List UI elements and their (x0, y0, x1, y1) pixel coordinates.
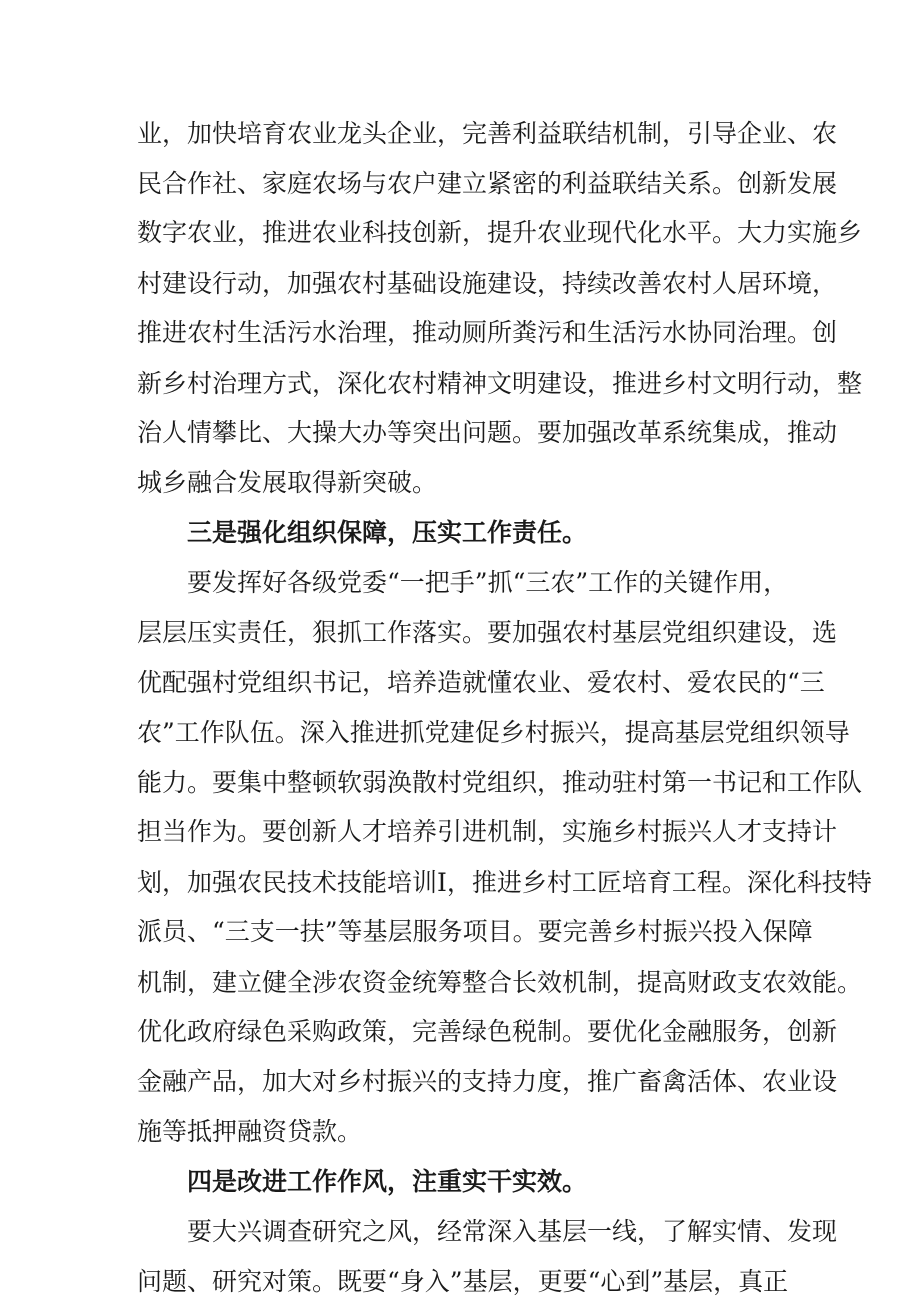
text-line (0, 1015, 920, 1049)
text-line-content: 划，加强农民技术技能培训I，推进乡村工匠培育工程。深化科技特 (137, 867, 872, 897)
text-line-content: 民合作社、家庭农场与农户建立紧密的利益联结关系。创新发展 (137, 168, 838, 198)
text-line (0, 1115, 920, 1149)
text-line-content: 问题、研究对策。既要“身入”基层，更要“心到”基层，真正 (137, 1267, 789, 1296)
text-line-content: 要大兴调查研究之风，经常深入基层一线，了解实情、发现 (187, 1216, 838, 1246)
text-line (0, 1215, 920, 1249)
text-line-content: 担当作为。要创新人才培养引进机制，实施乡村振兴人才支持计 (137, 817, 838, 847)
text-line-content: 机制，建立健全涉农资金统筹整合长效机制，提高财政支农效能。 (137, 967, 863, 997)
text-line-content: 金融产品，加大对乡村振兴的支持力度，推广畜禽活体、农业设 (137, 1066, 838, 1096)
text-line-content: 数字农业，推进农业科技创新，提升农业现代化水平。大力实施乡 (137, 218, 863, 248)
text-line-content: 村建设行动，加强农村基础设施建设，持续改善农村人居环境， (137, 268, 838, 298)
text-line-content: 业，加快培育农业龙头企业，完善利益联结机制，引导企业、农 (137, 119, 838, 148)
text-line (0, 666, 920, 700)
section-heading-text: 四是改进工作作风，注重实干实效。 (187, 1167, 588, 1196)
text-line (0, 1065, 920, 1099)
text-line-content: 城乡融合发展取得新突破。 (137, 467, 438, 497)
section-heading-text: 三是强化组织保障，压实工作责任。 (187, 518, 588, 548)
text-line (0, 117, 920, 151)
section-heading (0, 516, 920, 550)
text-line-content: 能力。要集中整顿软弱涣散村党组织，推动驻村第一书记和工作队 (137, 767, 863, 797)
text-line-content: 农”工作队伍。深入推进抓党建促乡村振兴，提高基层党组织领导 (137, 718, 850, 748)
text-line (0, 367, 920, 401)
text-line-content: 治人情攀比、大操大办等突出问题。要加强改革系统集成，推动 (137, 418, 838, 448)
text-line (0, 416, 920, 450)
text-line (0, 316, 920, 350)
text-line (0, 267, 920, 301)
text-line (0, 167, 920, 201)
text-line-content: 层层压实责任，狠抓工作落实。要加强农村基层党组织建设，选 (137, 618, 838, 648)
text-line-content: 要发挥好各级党委“一把手”抓“三农”工作的关键作用， (187, 567, 789, 597)
text-line (0, 216, 920, 250)
text-line-content: 派员、“三支一扶”等基层服务项目。要完善乡村振兴投入保障 (137, 917, 813, 947)
text-line (0, 1265, 920, 1299)
text-line (0, 966, 920, 1000)
text-line (0, 915, 920, 949)
text-line-content: 优化政府绿色采购政策，完善绿色税制。要优化金融服务，创新 (137, 1017, 838, 1047)
section-heading (0, 1165, 920, 1199)
text-line (0, 815, 920, 849)
text-line (0, 566, 920, 600)
text-line (0, 716, 920, 750)
text-line-content: 新乡村治理方式，深化农村精神文明建设，推进乡村文明行动，整 (137, 368, 863, 398)
text-line (0, 616, 920, 650)
text-line (0, 866, 920, 900)
text-line-content: 推进农村生活污水治理，推动厕所粪污和生活污水协同治理。创 (137, 318, 838, 348)
text-line-content: 施等抵押融资贷款。 (137, 1117, 363, 1147)
text-line-content: 优配强村党组织书记，培养造就懂农业、爱农村、爱农民的“三 (137, 667, 825, 697)
text-line (0, 466, 920, 500)
text-line (0, 766, 920, 800)
